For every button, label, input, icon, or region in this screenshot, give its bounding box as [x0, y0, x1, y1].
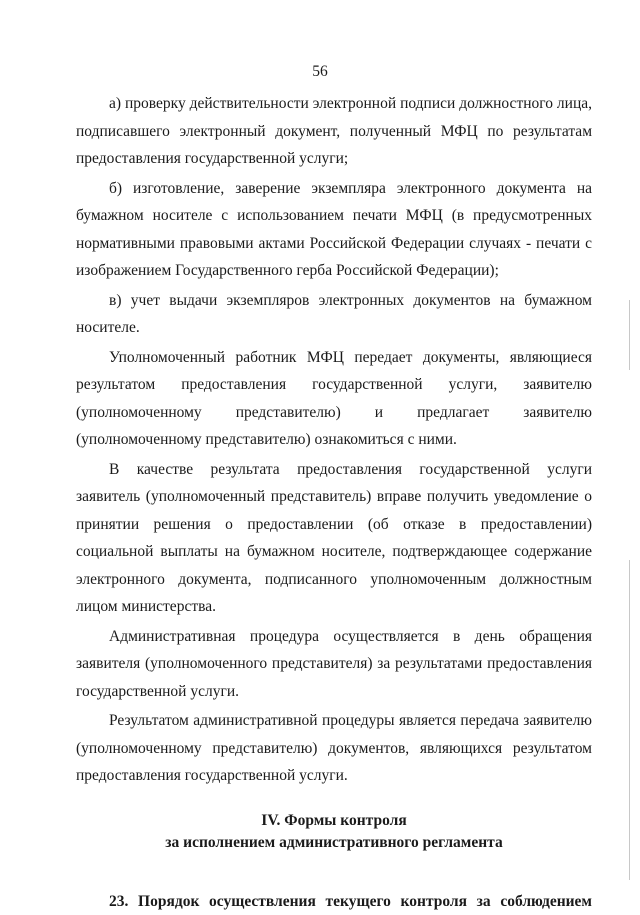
- scan-edge-mark: [629, 300, 630, 370]
- paragraph-b: б) изготовление, заверение экземпляра электронного документа на бумажном носителе с использованием печати МФЦ (в предусмотренных нормативными правовыми актами Российской Федерации случаях - печати с изображением Государственного герба Российской Федерации);: [76, 175, 592, 285]
- section-heading-line2: за исполнением административного регламента: [76, 832, 592, 854]
- document-body: [76, 90, 592, 915]
- subsection-heading: 23. Порядок осуществления текущего контроля за соблюдением: [76, 888, 592, 915]
- section-heading-line1: IV. Формы контроля: [76, 810, 592, 832]
- scan-edge-mark: [629, 560, 630, 880]
- page-number: 56: [0, 63, 640, 81]
- section-heading: [76, 810, 592, 854]
- paragraph-procedure-result: Результатом административной процедуры является передача заявителю (уполномоченному представителю) документов, являющихся результатом предоставления государственной услуги.: [76, 707, 592, 790]
- paragraph-c: в) учет выдачи экземпляров электронных документов на бумажном носителе.: [76, 287, 592, 342]
- paragraph-procedure-day: Административная процедура осуществляется в день обращения заявителя (уполномоченного представителя) за результатами предоставления государственной услуги.: [76, 623, 592, 706]
- paragraph-result-notice: В качестве результата предоставления государственной услуги заявитель (уполномоченный представитель) вправе получить уведомление о принятии решения о предоставлении (об отказе в предоставлении) социальной выплаты на бумажном носителе, подтверждающее содержание электронного документа, подписанного уполномоченным должностным лицом министерства.: [76, 456, 592, 621]
- paragraph-a: а) проверку действительности электронной подписи должностного лица, подписавшего электронный документ, полученный МФЦ по результатам предоставления государственной услуги;: [76, 90, 592, 173]
- paragraph-handover: Уполномоченный работник МФЦ передает документы, являющиеся результатом предоставления государственной услуги, заявителю (уполномоченному представителю) и предлагает заявителю (уполномоченному представителю) ознакомиться с ними.: [76, 344, 592, 454]
